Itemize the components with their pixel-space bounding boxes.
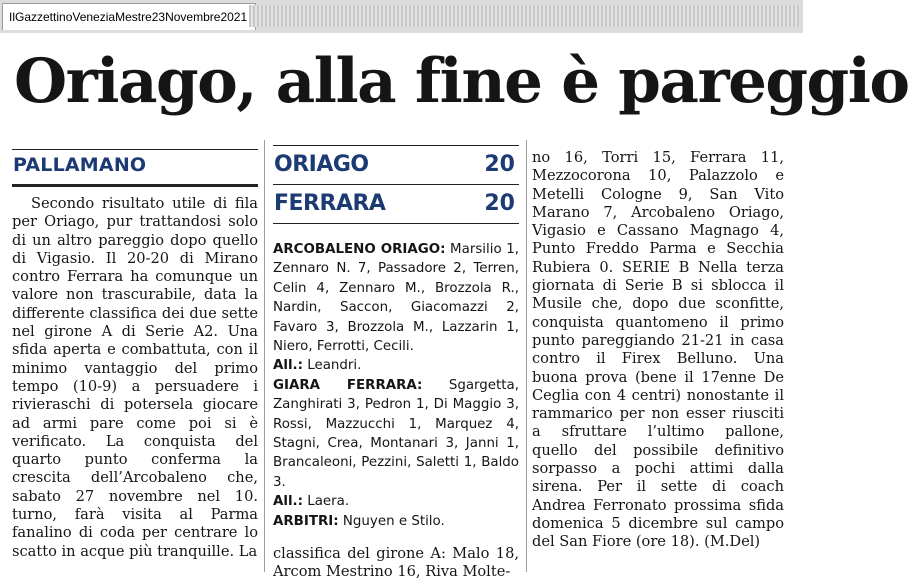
lineup-entry — [273, 512, 519, 531]
document-tab-title: IlGazzettinoVeneziaMestre23Novembre2021 — [9, 10, 248, 24]
lineup-label: All.: — [273, 358, 303, 374]
team-name: FERRARA — [274, 191, 386, 216]
article-body-col1 — [12, 195, 258, 561]
document-tab[interactable] — [2, 3, 256, 30]
article-column-3 — [532, 149, 784, 552]
score-row — [273, 185, 519, 224]
lineup-entry — [273, 240, 519, 356]
window-tab-bar — [0, 0, 803, 33]
team-name: ORIAGO — [274, 152, 369, 177]
score-row — [273, 145, 519, 185]
lineup-text: Laera. — [303, 494, 350, 510]
lineup-text: Nguyen e Stilo. — [338, 513, 445, 529]
section-kicker — [12, 149, 258, 187]
article-column-1 — [12, 149, 258, 561]
team-score: 20 — [484, 191, 515, 216]
tab-bar-strip — [249, 5, 799, 27]
team-score: 20 — [484, 152, 515, 177]
section-kicker-label: PALLAMANO — [13, 154, 147, 176]
article-column-2 — [273, 149, 519, 582]
lineup-label: ARCOBALENO ORIAGO: — [273, 242, 446, 257]
lineup-entry — [273, 376, 519, 492]
article-paragraph: Secondo risultato utile di fila per Oriago, pur trattandosi solo di un altro pareggio dopo quello di Vigasio. Il 20-20 di Mirano contro Ferrara ha comunque un valore non trascurabile, data la differente classifica dei due sette nel girone A di Serie A2. Una sfida aperta e combattuta, con il minimo vantaggio del primo tempo (10-9) a persuadere i rivieraschi di potersela giocare ad armi pare come poi si è verificato. La conquista del quarto punto conferma la crescita dell’Arcobaleno che, sabato 27 novembre nel 10. turno, farà visita al Parma fanalino di coda per centrare lo scatto in acque più tranquille. La — [12, 195, 258, 560]
article-body-col2: classifica del girone A: Malo 18, Arcom Mestrino 16, Riva Molte- — [273, 545, 519, 581]
score-box — [273, 145, 519, 224]
lineup-text: Marsilio 1, Zennaro N. 7, Passadore 2, Terren, Celin 4, Zennaro M., Brozzola R., Nardin, Saccon, Giacomazzi 2, Favaro 3, Brozzola M., Lazzarin 1, Niero, Ferrotti, Cecili. — [273, 242, 520, 355]
lineup-label: ARBITRI: — [273, 513, 339, 529]
lineup-entry — [273, 356, 519, 375]
lineup-label: All.: — [273, 494, 303, 510]
lineups — [273, 240, 519, 531]
lineup-text: Sgargetta, Zanghirati 3, Pedron 1, Di Maggio 3, Rossi, Mazzucchi 1, Marquez 4, Stagni, Crea, Montanari 3, Janni 1, Brancaleoni, Pezzini, Saletti 1, Baldo 3. — [273, 377, 520, 490]
column-divider — [526, 140, 527, 572]
article-body-col3: no 16, Torri 15, Ferrara 11, Mezzocorona 10, Palazzolo e Metelli Cologne 9, San Vito Marano 7, Arcobaleno Oriago, Vigasio e Cassano Magnago 4, Punto Freddo Parma e Secchia Rubiera 0. SERIE B Nella terza giornata di Serie B si sblocca il Musile che, dopo due sconfitte, conquista quantomeno il primo punto pareggiando 21-21 in casa contro il Firex Belluno. Una buona prova (bene il 17enne De Ceglia con 4 centri) nonostante il rammarico per non esser riusciti a sfruttare l’ultimo pallone, quello del possibile definitivo sorpasso a pochi attimi dalla sirena. Per il sette di coach Andrea Ferronato prossima sfida domenica 5 dicembre sul campo del San Fiore (ore 18). (M.Del) — [532, 149, 784, 551]
column-divider — [264, 140, 265, 572]
lineup-text: Leandri. — [303, 358, 362, 374]
lineup-label: GIARA FERRARA: — [273, 377, 423, 393]
article-headline: Oriago, alla fine è pareggio — [14, 46, 909, 117]
lineup-entry — [273, 492, 519, 511]
